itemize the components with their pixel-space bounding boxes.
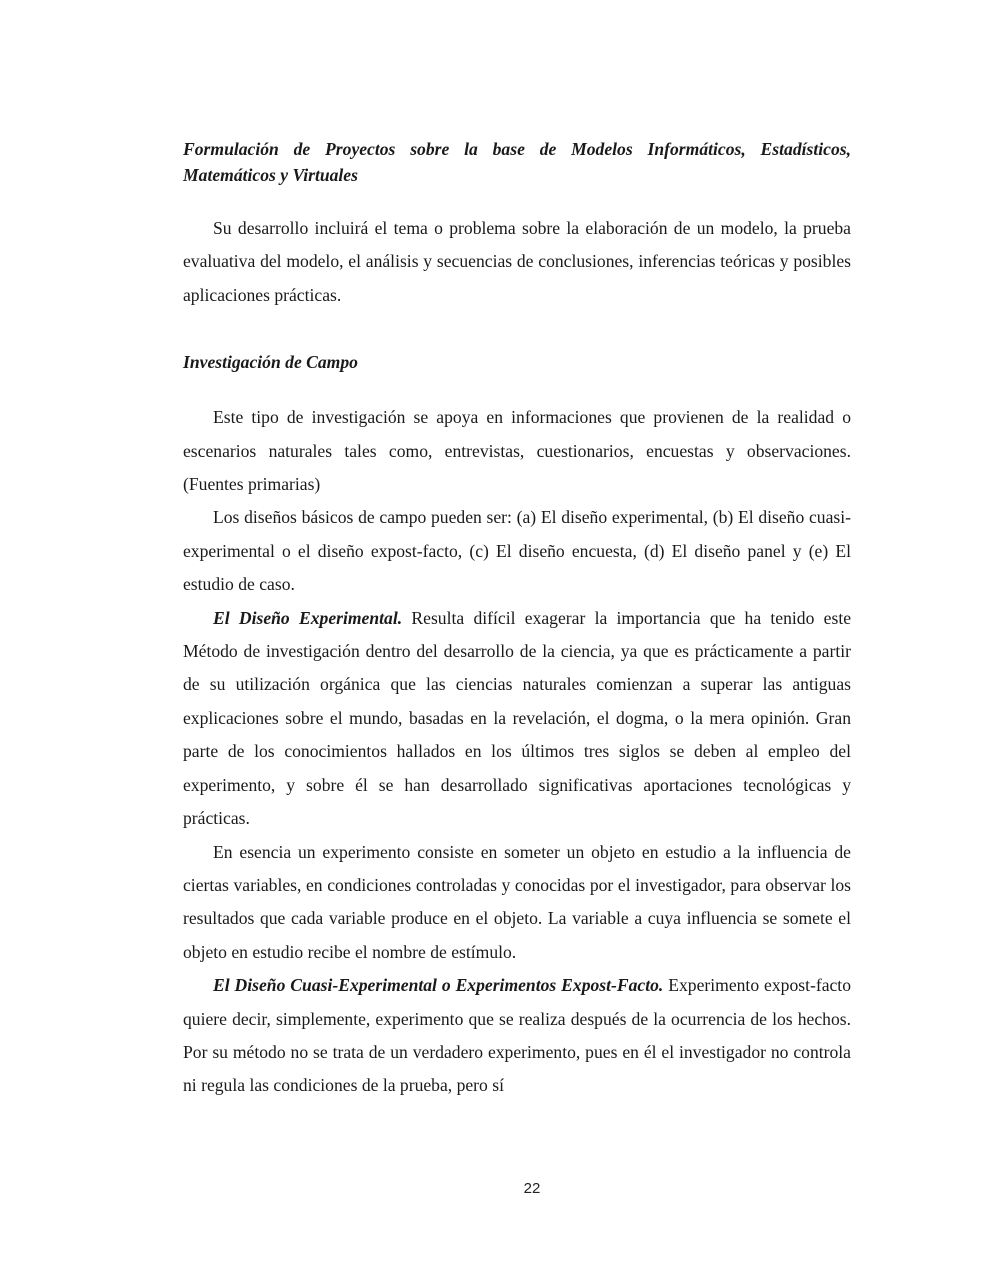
paragraph-disenos-basicos: Los diseños básicos de campo pueden ser: (a) El diseño experimental, (b) El diseño cuasi-experimental o el diseño expost-facto, (c) El diseño encuesta, (d) El diseño panel y (e) El estudio de caso. [183, 507, 851, 595]
body-cuasi-experimental: Experimento expost-facto quiere decir, simplemente, experimento que se realiza después de la ocurrencia de los hechos. Por su método no se trata de un verdadero experimento, pues en él el investigador no controla ni regula las condiciones de la prueba, pero sí [183, 975, 851, 1096]
paragraph-diseno-experimental [183, 602, 851, 836]
body-diseno-experimental: Resulta difícil exagerar la importancia que ha tenido este Método de investigación dentro del desarrollo de la ciencia, ya que es prácticamente a partir de su utilización orgánica que las ciencias naturales comienzan a superar las antiguas explicaciones sobre el mundo, basadas en la revelación, el dogma, o la mera opinión. Gran parte de los conocimientos hallados en los últimos tres siglos se deben al empleo del experimento, y sobre él se han desarrollado significativas aportaciones tecnológicas y prácticas. [183, 607, 852, 829]
page-number: 22 [523, 1180, 541, 1197]
paragraph-cuasi-experimental [183, 969, 851, 1103]
lead-cuasi-experimental: El Diseño Cuasi-Experimental o Experimentos Expost-Facto. [213, 975, 664, 996]
section-heading-investigacion-campo: Investigación de Campo [183, 352, 358, 373]
paragraph-modelos: Su desarrollo incluirá el tema o problema sobre la elaboración de un modelo, la prueba evaluativa del modelo, el análisis y secuencias de conclusiones, inferencias teóricas y posibles aplicaciones prácticas. [183, 218, 851, 305]
paragraph-campo-intro: Este tipo de investigación se apoya en informaciones que provienen de la realidad o escenarios naturales tales como, entrevistas, cuestionarios, encuestas y observaciones. (Fuentes primarias) [183, 407, 851, 495]
document-page [183, 136, 851, 1103]
section-heading-formulacion: Formulación de Proyectos sobre la base de Modelos Informáticos, Estadísticos, Matemáticos y Virtuales [183, 139, 851, 185]
lead-diseno-experimental: El Diseño Experimental. [213, 607, 403, 628]
paragraph-experimento-esencia: En esencia un experimento consiste en someter un objeto en estudio a la influencia de ciertas variables, en condiciones controladas y conocidas por el investigador, para observar los resultados que cada variable produce en el objeto. La variable a cuya influencia se somete el objeto en estudio recibe el nombre de estímulo. [183, 841, 851, 962]
